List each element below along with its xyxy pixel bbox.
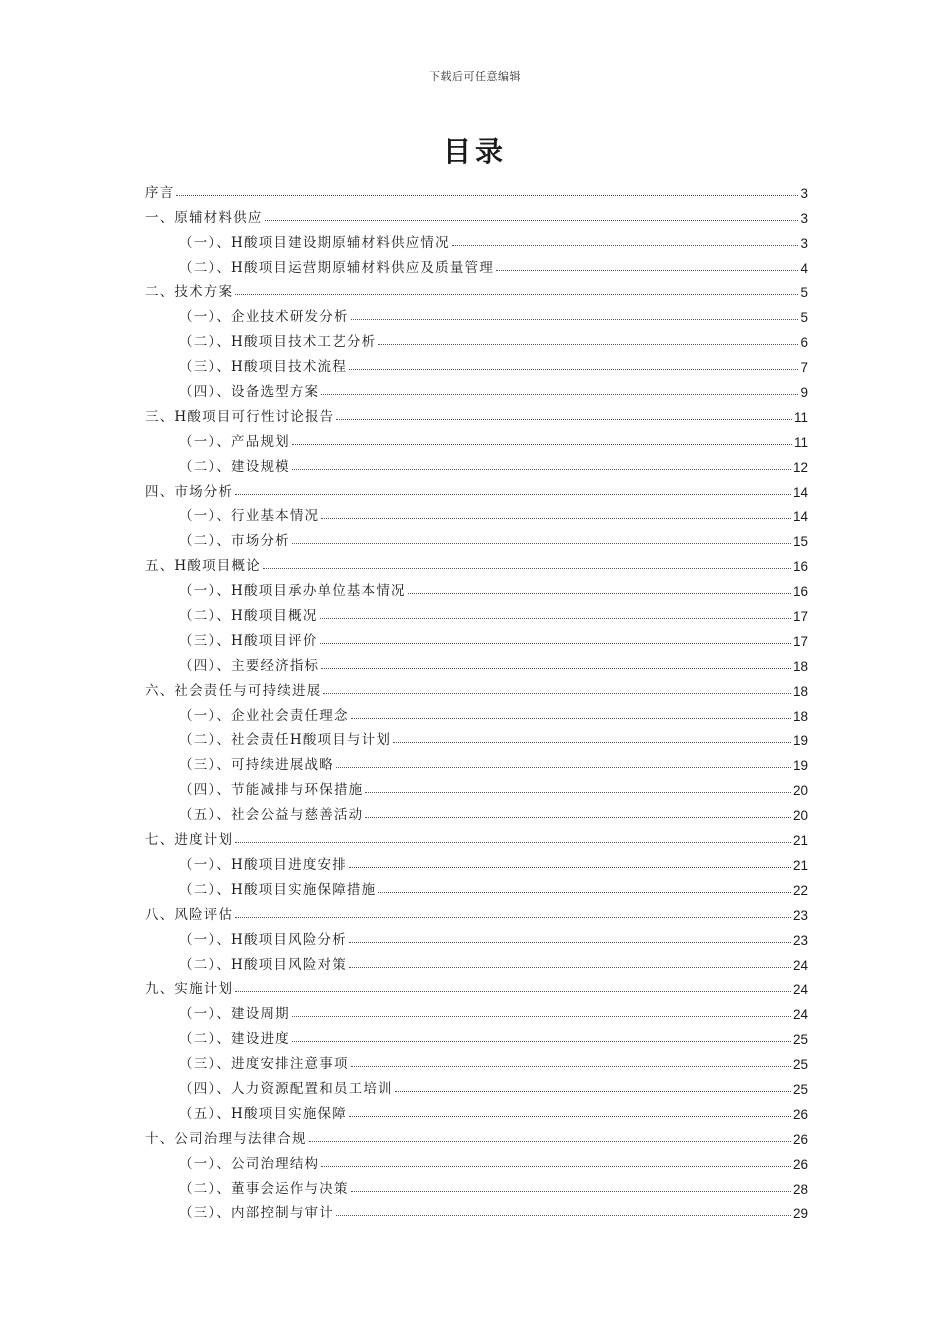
- toc-subsection-entry[interactable]: [145, 1097, 808, 1122]
- toc-subsection-entry[interactable]: [145, 1047, 808, 1072]
- toc-dot-leader: [349, 967, 791, 968]
- toc-subsection-entry[interactable]: [145, 251, 808, 276]
- toc-entry-page-number: 15: [792, 534, 808, 550]
- toc-subsection-entry[interactable]: [145, 226, 808, 251]
- toc-entry-page-number: 7: [800, 360, 808, 376]
- toc-entry-label: （一）、企业社会责任理念: [179, 707, 349, 724]
- toc-dot-leader: [378, 344, 798, 345]
- toc-subsection-entry[interactable]: [145, 948, 808, 973]
- toc-section-entry[interactable]: [145, 400, 808, 425]
- toc-entry-page-number: 12: [792, 459, 808, 475]
- toc-entry-page-number: 18: [792, 658, 808, 674]
- toc-subsection-entry[interactable]: [145, 997, 808, 1022]
- toc-dot-leader: [265, 220, 799, 221]
- toc-dot-leader: [309, 1141, 791, 1142]
- toc-subsection-entry[interactable]: [145, 1072, 808, 1097]
- toc-entry-page-number: 3: [800, 235, 808, 251]
- toc-entry-label: （四）、设备选型方案: [179, 384, 320, 401]
- toc-entry-label: （二）、建设规模: [179, 458, 290, 475]
- toc-section-entry[interactable]: [145, 176, 808, 201]
- toc-entry-label: （一）、企业技术研发分析: [179, 309, 349, 326]
- toc-dot-leader: [395, 1091, 791, 1092]
- toc-dot-leader: [323, 693, 791, 694]
- toc-subsection-entry[interactable]: [145, 624, 808, 649]
- toc-entry-page-number: 24: [792, 1007, 808, 1023]
- toc-entry-page-number: 26: [792, 1156, 808, 1172]
- toc-subsection-entry[interactable]: [145, 798, 808, 823]
- toc-entry-label: （三）、进度安排注意事项: [179, 1056, 349, 1073]
- toc-subsection-entry[interactable]: [145, 300, 808, 325]
- toc-entry-page-number: 25: [792, 1081, 808, 1097]
- toc-dot-leader: [351, 1191, 791, 1192]
- toc-dot-leader: [496, 270, 799, 271]
- toc-entry-label: 五、H酸项目概论: [145, 558, 261, 575]
- toc-entry-page-number: 9: [800, 385, 808, 401]
- toc-section-entry[interactable]: [145, 823, 808, 848]
- toc-dot-leader: [235, 494, 791, 495]
- toc-section-entry[interactable]: [145, 475, 808, 500]
- toc-dot-leader: [292, 1041, 791, 1042]
- toc-section-entry[interactable]: [145, 549, 808, 574]
- toc-dot-leader: [378, 892, 791, 893]
- toc-subsection-entry[interactable]: [145, 1197, 808, 1222]
- page-title: 目录: [442, 135, 507, 168]
- toc-section-entry[interactable]: [145, 674, 808, 699]
- toc-entry-label: （一）、建设周期: [179, 1006, 290, 1023]
- toc-subsection-entry[interactable]: [145, 923, 808, 948]
- toc-dot-leader: [321, 518, 791, 519]
- toc-dot-leader: [292, 1016, 791, 1017]
- toc-subsection-entry[interactable]: [145, 748, 808, 773]
- toc-entry-label: 一、原辅材料供应: [145, 209, 263, 226]
- toc-entry-label: 十、公司治理与法律合规: [145, 1130, 307, 1147]
- toc-dot-leader: [263, 568, 791, 569]
- toc-entry-label: （四）、节能减排与环保措施: [179, 782, 364, 799]
- toc-dot-leader: [176, 195, 798, 196]
- toc-subsection-entry[interactable]: [145, 873, 808, 898]
- toc-dot-leader: [235, 842, 791, 843]
- toc-subsection-entry[interactable]: [145, 773, 808, 798]
- table-of-contents: [145, 176, 808, 1221]
- toc-entry-page-number: 18: [792, 683, 808, 699]
- toc-section-entry[interactable]: [145, 898, 808, 923]
- toc-subsection-entry[interactable]: [145, 325, 808, 350]
- toc-dot-leader: [349, 942, 791, 943]
- toc-entry-page-number: 3: [800, 185, 808, 201]
- toc-entry-label: （一）、行业基本情况: [179, 508, 320, 525]
- toc-entry-page-number: 16: [792, 584, 808, 600]
- toc-dot-leader: [349, 867, 791, 868]
- toc-entry-label: （二）、董事会运作与决策: [179, 1180, 349, 1197]
- toc-dot-leader: [320, 643, 791, 644]
- toc-dot-leader: [292, 444, 792, 445]
- toc-entry-page-number: 5: [800, 310, 808, 326]
- toc-dot-leader: [320, 618, 791, 619]
- toc-entry-page-number: 21: [792, 857, 808, 873]
- toc-dot-leader: [336, 767, 791, 768]
- toc-entry-page-number: 17: [792, 633, 808, 649]
- toc-entry-label: 二、技术方案: [145, 284, 234, 301]
- toc-entry-page-number: 20: [792, 808, 808, 824]
- toc-dot-leader: [235, 917, 791, 918]
- toc-dot-leader: [452, 245, 799, 246]
- toc-entry-page-number: 3: [800, 210, 808, 226]
- toc-entry-page-number: 26: [792, 1131, 808, 1147]
- toc-entry-label: （一）、产品规划: [179, 433, 290, 450]
- toc-dot-leader: [235, 991, 791, 992]
- toc-subsection-entry[interactable]: [145, 649, 808, 674]
- toc-entry-label: 序言: [145, 184, 175, 201]
- toc-dot-leader: [321, 668, 791, 669]
- toc-dot-leader: [408, 593, 791, 594]
- toc-entry-label: （二）、H酸项目实施保障措施: [179, 881, 377, 898]
- toc-entry-page-number: 23: [792, 932, 808, 948]
- toc-entry-page-number: 25: [792, 1057, 808, 1073]
- toc-entry-page-number: 19: [792, 733, 808, 749]
- toc-entry-label: （一）、H酸项目建设期原辅材料供应情况: [179, 234, 450, 251]
- toc-entry-page-number: 6: [800, 335, 808, 351]
- toc-dot-leader: [365, 792, 791, 793]
- toc-entry-label: （四）、主要经济指标: [179, 657, 320, 674]
- toc-entry-label: 七、进度计划: [145, 832, 234, 849]
- toc-entry-label: 四、市场分析: [145, 483, 234, 500]
- toc-entry-page-number: 21: [792, 833, 808, 849]
- toc-subsection-entry[interactable]: [145, 1022, 808, 1047]
- toc-entry-label: （二）、H酸项目概况: [179, 608, 318, 625]
- toc-dot-leader: [351, 718, 791, 719]
- toc-entry-page-number: 23: [792, 907, 808, 923]
- toc-entry-page-number: 24: [792, 982, 808, 998]
- toc-entry-page-number: 16: [792, 559, 808, 575]
- toc-subsection-entry[interactable]: [145, 524, 808, 549]
- toc-entry-label: 六、社会责任与可持续进展: [145, 682, 322, 699]
- toc-dot-leader: [321, 394, 798, 395]
- toc-subsection-entry[interactable]: [145, 724, 808, 749]
- toc-entry-page-number: 4: [800, 260, 808, 276]
- toc-entry-label: （二）、市场分析: [179, 533, 290, 550]
- toc-subsection-entry[interactable]: [145, 500, 808, 525]
- toc-dot-leader: [336, 419, 792, 420]
- toc-entry-page-number: 29: [792, 1206, 808, 1222]
- toc-entry-label: （五）、H酸项目实施保障: [179, 1105, 347, 1122]
- toc-entry-label: （三）、内部控制与审计: [179, 1205, 334, 1222]
- toc-dot-leader: [336, 1215, 791, 1216]
- toc-subsection-entry[interactable]: [145, 599, 808, 624]
- toc-dot-leader: [235, 294, 798, 295]
- toc-subsection-entry[interactable]: [145, 1147, 808, 1172]
- toc-section-entry[interactable]: [145, 973, 808, 998]
- toc-subsection-entry[interactable]: [145, 375, 808, 400]
- toc-dot-leader: [349, 369, 799, 370]
- toc-entry-page-number: 18: [792, 708, 808, 724]
- toc-entry-page-number: 19: [792, 758, 808, 774]
- toc-entry-page-number: 11: [793, 434, 808, 450]
- toc-entry-page-number: 25: [792, 1032, 808, 1048]
- page-header: 下载后可任意编辑: [429, 70, 521, 83]
- toc-entry-label: （二）、H酸项目风险对策: [179, 956, 347, 973]
- toc-entry-page-number: 22: [792, 882, 808, 898]
- toc-entry-label: （一）、H酸项目进度安排: [179, 856, 347, 873]
- toc-dot-leader: [365, 817, 791, 818]
- toc-subsection-entry[interactable]: [145, 450, 808, 475]
- toc-dot-leader: [321, 1166, 791, 1167]
- toc-entry-page-number: 17: [792, 609, 808, 625]
- toc-entry-label: （一）、公司治理结构: [179, 1155, 320, 1172]
- toc-entry-label: 八、风险评估: [145, 906, 234, 923]
- toc-entry-label: （五）、社会公益与慈善活动: [179, 807, 364, 824]
- toc-entry-page-number: 14: [792, 484, 808, 500]
- toc-dot-leader: [351, 1066, 791, 1067]
- toc-dot-leader: [292, 469, 791, 470]
- toc-entry-label: 三、H酸项目可行性讨论报告: [145, 408, 335, 425]
- toc-section-entry[interactable]: [145, 201, 808, 226]
- toc-entry-label: （一）、H酸项目风险分析: [179, 931, 347, 948]
- toc-entry-label: （二）、建设进度: [179, 1031, 290, 1048]
- toc-entry-label: （四）、人力资源配置和员工培训: [179, 1080, 393, 1097]
- toc-subsection-entry[interactable]: [145, 574, 808, 599]
- toc-dot-leader: [349, 1116, 791, 1117]
- toc-entry-label: （二）、社会责任H酸项目与计划: [179, 732, 392, 749]
- toc-section-entry[interactable]: [145, 1122, 808, 1147]
- toc-subsection-entry[interactable]: [145, 848, 808, 873]
- toc-subsection-entry[interactable]: [145, 699, 808, 724]
- toc-entry-page-number: 11: [793, 409, 808, 425]
- toc-subsection-entry[interactable]: [145, 1172, 808, 1197]
- toc-entry-page-number: 28: [792, 1181, 808, 1197]
- toc-entry-label: （三）、可持续进展战略: [179, 757, 334, 774]
- toc-entry-page-number: 20: [792, 783, 808, 799]
- toc-subsection-entry[interactable]: [145, 425, 808, 450]
- toc-section-entry[interactable]: [145, 276, 808, 301]
- toc-subsection-entry[interactable]: [145, 350, 808, 375]
- toc-entry-label: （二）、H酸项目运营期原辅材料供应及质量管理: [179, 259, 494, 276]
- toc-entry-label: （三）、H酸项目技术流程: [179, 359, 347, 376]
- toc-entry-page-number: 14: [792, 509, 808, 525]
- toc-entry-page-number: 5: [800, 285, 808, 301]
- toc-entry-page-number: 24: [792, 957, 808, 973]
- toc-dot-leader: [393, 742, 791, 743]
- toc-dot-leader: [351, 319, 799, 320]
- toc-entry-page-number: 26: [792, 1106, 808, 1122]
- toc-entry-label: （一）、H酸项目承办单位基本情况: [179, 583, 406, 600]
- toc-dot-leader: [292, 543, 791, 544]
- toc-entry-label: 九、实施计划: [145, 981, 234, 998]
- toc-entry-label: （二）、H酸项目技术工艺分析: [179, 334, 377, 351]
- toc-entry-label: （三）、H酸项目评价: [179, 632, 318, 649]
